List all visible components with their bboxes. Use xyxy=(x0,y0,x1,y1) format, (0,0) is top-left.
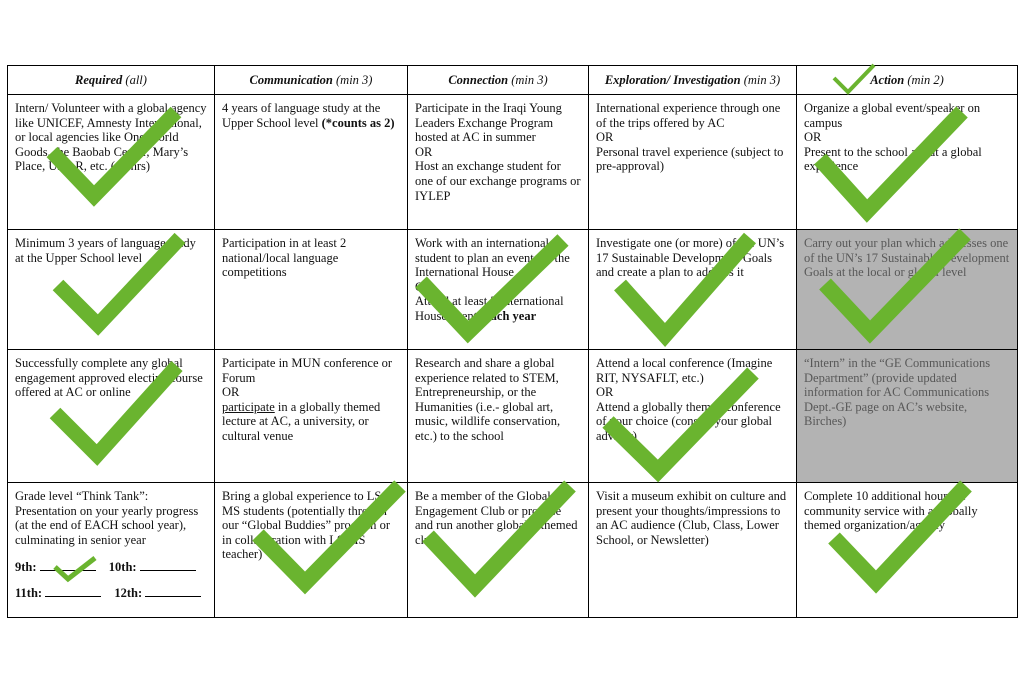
table-row xyxy=(8,483,1018,618)
cell-action-1: Organize a global event/speaker on campus OR Present to the school about a global experience xyxy=(797,95,1018,230)
signoff-blank-9th xyxy=(40,559,96,571)
cell-connection-1: Participate in the Iraqi Young Leaders Exchange Program hosted at AC in summer OR Host an exchange student for one of our exchange programs or IYLEP xyxy=(408,95,589,230)
header-exploration: Exploration/ Investigation (min 3) xyxy=(589,66,797,95)
cell-exploration-2: Investigate one (or more) of the UN’s 17 Sustainable Development Goals and create a plan to address it xyxy=(589,230,797,350)
header-required: Required (all) xyxy=(8,66,215,95)
cell-exploration-4: Visit a museum exhibit on culture and present your thoughts/impressions to an AC audience (Club, Class, Lower School, or Newsletter) xyxy=(589,483,797,618)
signoff-blank-11th xyxy=(45,585,101,597)
header-communication: Communication (min 3) xyxy=(215,66,408,95)
cell-connection-3: Research and share a global experience related to STEM, Entrepreneurship, or the Humanities (i.e.- global art, music, wildlife conservation, etc.) to the school xyxy=(408,350,589,483)
signoff-blank-10th xyxy=(140,559,196,571)
cell-communication-2: Participation in at least 2 national/local language competitions xyxy=(215,230,408,350)
table-row xyxy=(8,230,1018,350)
cell-required-1: Intern/ Volunteer with a global agency like UNICEF, Amnesty International, or local agencies like One World Goods, the Baobab Center, Mary’s Place, UNAR, etc. (10 hrs) xyxy=(8,95,215,230)
requirements-table xyxy=(7,65,1018,618)
cell-connection-2: Work with an international student to plan an event for the International House OR Attend at least 2 International House events each year xyxy=(408,230,589,350)
cell-communication-4: Bring a global experience to LS or MS students (potentially through our “Global Buddies” program or in collaboration with LS/MS teacher) xyxy=(215,483,408,618)
cell-exploration-3: Attend a local conference (Imagine RIT, NYSAFLT, etc.) OR Attend a globally themed conference of your choice (consult your global advisor) xyxy=(589,350,797,483)
cell-required-3: Successfully complete any global engagement approved elective course offered at AC or online xyxy=(8,350,215,483)
grade-signoff-lines: 9th: 10th: 11th: 12th: xyxy=(15,559,207,600)
cell-action-4: Complete 10 additional hours of community service with a globally themed organization/agency xyxy=(797,483,1018,618)
cell-communication-3: Participate in MUN conference or Forum OR participate in a globally themed lecture at AC, a university, or cultural venue xyxy=(215,350,408,483)
header-row xyxy=(8,66,1018,95)
header-connection: Connection (min 3) xyxy=(408,66,589,95)
cell-action-2: Carry out your plan which addresses one of the UN’s 17 Sustainable Development Goals at the local or global level xyxy=(797,230,1018,350)
table-row xyxy=(8,95,1018,230)
cell-communication-1: 4 years of language study at the Upper School level (*counts as 2) xyxy=(215,95,408,230)
cell-exploration-1: International experience through one of the trips offered by AC OR Personal travel experience (subject to pre-approval) xyxy=(589,95,797,230)
cell-required-4: Grade level “Think Tank”: Presentation on your yearly progress (at the end of EACH school year), culminating in senior year 9th: 10th: 11th: 12th: xyxy=(8,483,215,618)
table-row xyxy=(8,350,1018,483)
cell-action-3: “Intern” in the “GE Communications Department” (provide updated information for AC Communications Dept.-GE page on AC’s website, Birches) xyxy=(797,350,1018,483)
cell-connection-4: Be a member of the Global Engagement Club or propose and run another globally themed club xyxy=(408,483,589,618)
signoff-blank-12th xyxy=(145,585,201,597)
cell-required-2: Minimum 3 years of language study at the Upper School level xyxy=(8,230,215,350)
header-action: Action (min 2) xyxy=(797,66,1018,95)
